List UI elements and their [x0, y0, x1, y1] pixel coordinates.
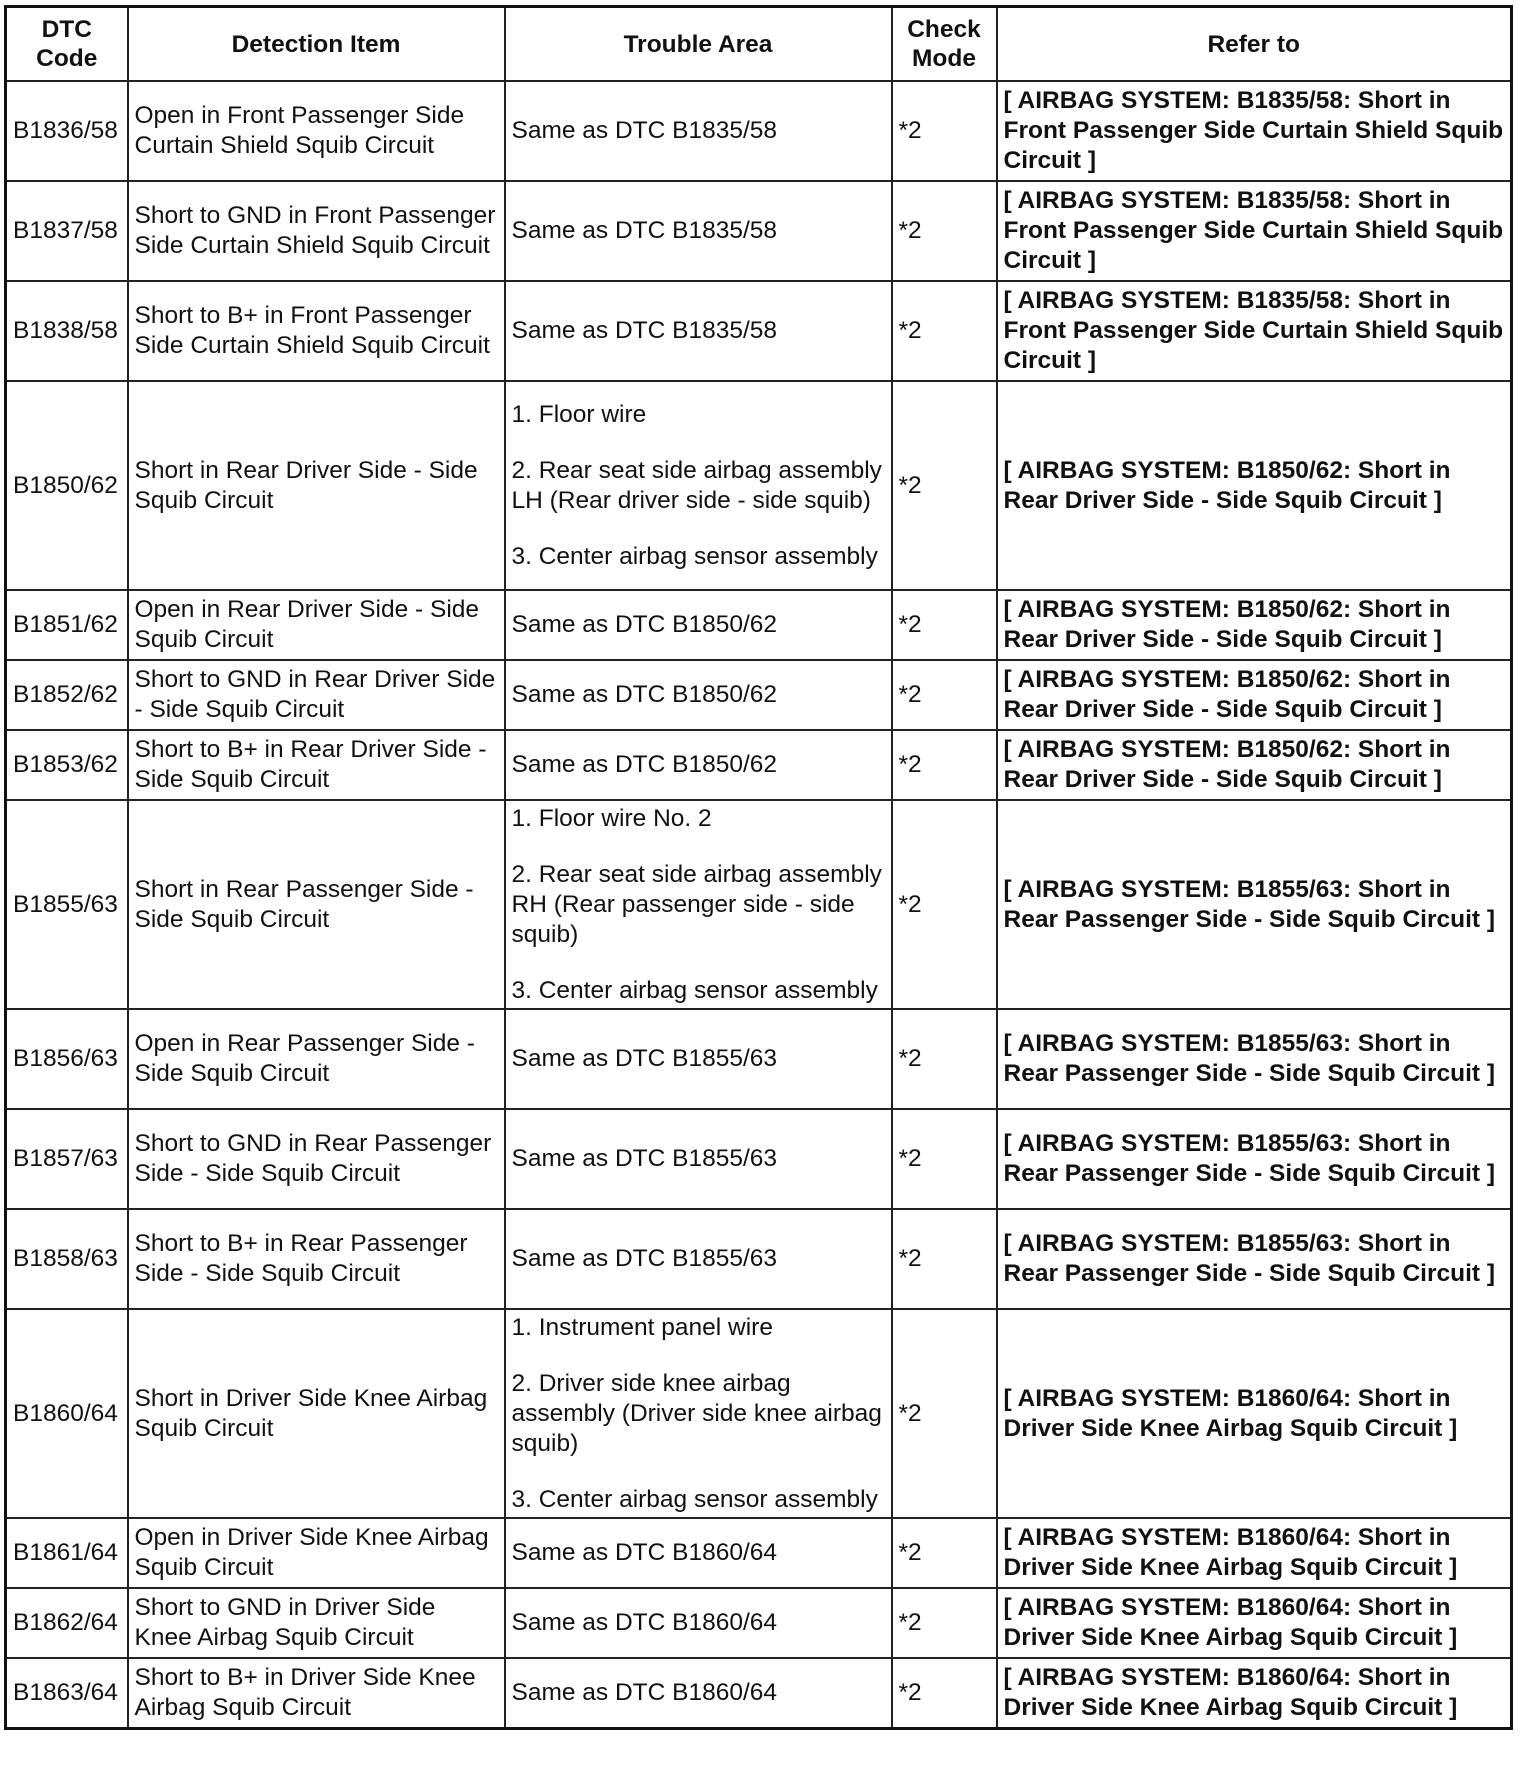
trouble-area-item: Same as DTC B1860/64 [511, 1539, 778, 1566]
trouble-area-item: 3. Center airbag sensor assembly [511, 976, 878, 1004]
detection-item-cell: Open in Rear Driver Side - Side Squib Circuit [128, 590, 505, 660]
table-row [6, 1309, 1512, 1518]
refer-to-cell: [ AIRBAG SYSTEM: B1860/64: Short in Driver Side Knee Airbag Squib Circuit ] [997, 1658, 1512, 1729]
dtc-code-cell: B1863/64 [6, 1658, 128, 1729]
header-detection-item: Detection Item [128, 7, 505, 82]
trouble-area-cell [505, 381, 892, 590]
detection-item-cell: Open in Driver Side Knee Airbag Squib Circuit [128, 1518, 505, 1588]
detection-item-cell: Short in Rear Passenger Side - Side Squib Circuit [128, 800, 505, 1009]
table-header-row [6, 7, 1512, 82]
refer-to-cell: [ AIRBAG SYSTEM: B1855/63: Short in Rear Passenger Side - Side Squib Circuit ] [997, 800, 1512, 1009]
check-mode-cell: *2 [892, 1109, 997, 1209]
trouble-area-item: Same as DTC B1850/62 [511, 751, 778, 778]
dtc-code-cell: B1858/63 [6, 1209, 128, 1309]
trouble-area-cell [505, 1518, 892, 1588]
table-row [6, 1588, 1512, 1658]
check-mode-cell: *2 [892, 730, 997, 800]
trouble-area-item: 1. Floor wire No. 2 [511, 804, 712, 832]
refer-to-cell: [ AIRBAG SYSTEM: B1850/62: Short in Rear Driver Side - Side Squib Circuit ] [997, 590, 1512, 660]
check-mode-cell: *2 [892, 281, 997, 381]
detection-item-cell: Open in Front Passenger Side Curtain Shield Squib Circuit [128, 81, 505, 181]
refer-to-cell: [ AIRBAG SYSTEM: B1860/64: Short in Driver Side Knee Airbag Squib Circuit ] [997, 1588, 1512, 1658]
detection-item-cell: Short to GND in Front Passenger Side Curtain Shield Squib Circuit [128, 181, 505, 281]
trouble-area-item: 2. Rear seat side airbag assembly LH (Rear driver side - side squib) [511, 456, 882, 514]
trouble-area-cell [505, 730, 892, 800]
detection-item-cell: Short to B+ in Rear Driver Side - Side Squib Circuit [128, 730, 505, 800]
table-row [6, 1209, 1512, 1309]
refer-to-cell: [ AIRBAG SYSTEM: B1835/58: Short in Front Passenger Side Curtain Shield Squib Circuit ] [997, 281, 1512, 381]
table-row [6, 281, 1512, 381]
trouble-area-item: 3. Center airbag sensor assembly [511, 542, 878, 570]
trouble-area-item: Same as DTC B1835/58 [511, 317, 778, 344]
check-mode-cell: *2 [892, 181, 997, 281]
dtc-code-cell: B1861/64 [6, 1518, 128, 1588]
header-refer-to: Refer to [997, 7, 1512, 82]
dtc-code-cell: B1855/63 [6, 800, 128, 1009]
dtc-code-cell: B1856/63 [6, 1009, 128, 1109]
trouble-area-item: 1. Floor wire [511, 400, 647, 428]
detection-item-cell: Short in Rear Driver Side - Side Squib Circuit [128, 381, 505, 590]
table-row [6, 1518, 1512, 1588]
detection-item-cell: Open in Rear Passenger Side - Side Squib Circuit [128, 1009, 505, 1109]
table-row [6, 81, 1512, 181]
refer-to-cell: [ AIRBAG SYSTEM: B1835/58: Short in Front Passenger Side Curtain Shield Squib Circuit ] [997, 81, 1512, 181]
refer-to-cell: [ AIRBAG SYSTEM: B1860/64: Short in Driver Side Knee Airbag Squib Circuit ] [997, 1309, 1512, 1518]
check-mode-cell: *2 [892, 81, 997, 181]
trouble-area-item: Same as DTC B1855/63 [511, 1245, 778, 1272]
trouble-area-item: 3. Center airbag sensor assembly [511, 1485, 878, 1513]
refer-to-cell: [ AIRBAG SYSTEM: B1850/62: Short in Rear Driver Side - Side Squib Circuit ] [997, 730, 1512, 800]
dtc-code-cell: B1838/58 [6, 281, 128, 381]
header-check-mode: Check Mode [892, 7, 997, 82]
table-row [6, 181, 1512, 281]
refer-to-cell: [ AIRBAG SYSTEM: B1850/62: Short in Rear Driver Side - Side Squib Circuit ] [997, 660, 1512, 730]
dtc-code-cell: B1853/62 [6, 730, 128, 800]
trouble-area-cell [505, 660, 892, 730]
detection-item-cell: Short in Driver Side Knee Airbag Squib Circuit [128, 1309, 505, 1518]
trouble-area-cell [505, 590, 892, 660]
trouble-area-cell [505, 181, 892, 281]
table-row [6, 660, 1512, 730]
header-dtc-code: DTC Code [6, 7, 128, 82]
detection-item-cell: Short to B+ in Driver Side Knee Airbag Squib Circuit [128, 1658, 505, 1729]
check-mode-cell: *2 [892, 381, 997, 590]
trouble-area-cell [505, 281, 892, 381]
trouble-area-cell [505, 1309, 892, 1518]
dtc-table-container [4, 5, 1510, 1730]
table-row [6, 1109, 1512, 1209]
dtc-code-cell: B1837/58 [6, 181, 128, 281]
trouble-area-cell [505, 1209, 892, 1309]
table-row [6, 800, 1512, 1009]
trouble-area-item: Same as DTC B1855/63 [511, 1045, 778, 1072]
trouble-area-cell [505, 1658, 892, 1729]
detection-item-cell: Short to B+ in Rear Passenger Side - Side Squib Circuit [128, 1209, 505, 1309]
dtc-code-cell: B1862/64 [6, 1588, 128, 1658]
refer-to-cell: [ AIRBAG SYSTEM: B1855/63: Short in Rear Passenger Side - Side Squib Circuit ] [997, 1009, 1512, 1109]
trouble-area-cell [505, 1109, 892, 1209]
header-trouble-area: Trouble Area [505, 7, 892, 82]
detection-item-cell: Short to GND in Rear Passenger Side - Side Squib Circuit [128, 1109, 505, 1209]
trouble-area-cell [505, 1588, 892, 1658]
table-row [6, 1009, 1512, 1109]
check-mode-cell: *2 [892, 1588, 997, 1658]
refer-to-cell: [ AIRBAG SYSTEM: B1855/63: Short in Rear Passenger Side - Side Squib Circuit ] [997, 1209, 1512, 1309]
detection-item-cell: Short to GND in Driver Side Knee Airbag Squib Circuit [128, 1588, 505, 1658]
refer-to-cell: [ AIRBAG SYSTEM: B1855/63: Short in Rear Passenger Side - Side Squib Circuit ] [997, 1109, 1512, 1209]
check-mode-cell: *2 [892, 1518, 997, 1588]
check-mode-cell: *2 [892, 1309, 997, 1518]
detection-item-cell: Short to GND in Rear Driver Side - Side Squib Circuit [128, 660, 505, 730]
trouble-area-cell [505, 81, 892, 181]
trouble-area-item: Same as DTC B1850/62 [511, 611, 778, 638]
trouble-area-item: Same as DTC B1860/64 [511, 1609, 778, 1636]
trouble-area-item: Same as DTC B1860/64 [511, 1679, 778, 1706]
table-body [6, 81, 1512, 1729]
refer-to-cell: [ AIRBAG SYSTEM: B1860/64: Short in Driver Side Knee Airbag Squib Circuit ] [997, 1518, 1512, 1588]
check-mode-cell: *2 [892, 800, 997, 1009]
trouble-area-item: Same as DTC B1850/62 [511, 681, 778, 708]
table-row [6, 381, 1512, 590]
trouble-area-item: Same as DTC B1835/58 [511, 217, 778, 244]
dtc-table [4, 5, 1513, 1730]
check-mode-cell: *2 [892, 1009, 997, 1109]
table-row [6, 1658, 1512, 1729]
table-row [6, 590, 1512, 660]
check-mode-cell: *2 [892, 1658, 997, 1729]
refer-to-cell: [ AIRBAG SYSTEM: B1850/62: Short in Rear Driver Side - Side Squib Circuit ] [997, 381, 1512, 590]
trouble-area-cell [505, 800, 892, 1009]
dtc-code-cell: B1852/62 [6, 660, 128, 730]
check-mode-cell: *2 [892, 660, 997, 730]
dtc-code-cell: B1851/62 [6, 590, 128, 660]
check-mode-cell: *2 [892, 1209, 997, 1309]
trouble-area-item: Same as DTC B1855/63 [511, 1145, 778, 1172]
dtc-code-cell: B1860/64 [6, 1309, 128, 1518]
dtc-code-cell: B1850/62 [6, 381, 128, 590]
detection-item-cell: Short to B+ in Front Passenger Side Curtain Shield Squib Circuit [128, 281, 505, 381]
trouble-area-cell [505, 1009, 892, 1109]
trouble-area-item: 2. Rear seat side airbag assembly RH (Rear passenger side - side squib) [511, 860, 882, 948]
trouble-area-item: 2. Driver side knee airbag assembly (Driver side knee airbag squib) [511, 1369, 882, 1457]
refer-to-cell: [ AIRBAG SYSTEM: B1835/58: Short in Front Passenger Side Curtain Shield Squib Circuit ] [997, 181, 1512, 281]
trouble-area-item: 1. Instrument panel wire [511, 1313, 773, 1341]
dtc-code-cell: B1836/58 [6, 81, 128, 181]
table-row [6, 730, 1512, 800]
trouble-area-item: Same as DTC B1835/58 [511, 117, 778, 144]
check-mode-cell: *2 [892, 590, 997, 660]
dtc-code-cell: B1857/63 [6, 1109, 128, 1209]
